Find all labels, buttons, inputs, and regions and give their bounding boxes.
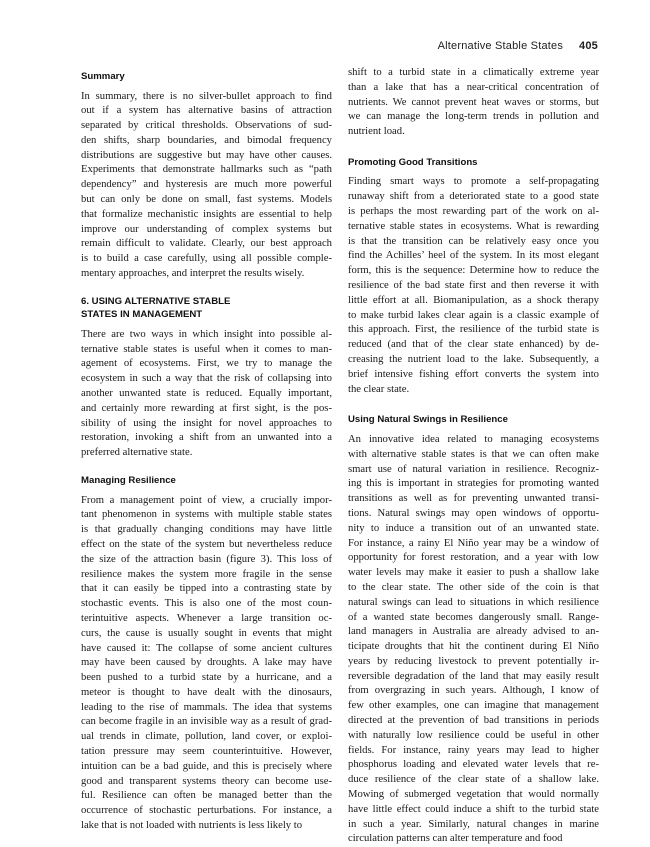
text-line: with alternative stable states is that we can often make xyxy=(348,448,599,460)
right-column xyxy=(348,66,599,847)
text-line: nutrient load. xyxy=(348,126,405,138)
managing-resilience-paragraph xyxy=(81,494,332,834)
text-line: may have been caused by droughts. A lake may have xyxy=(81,657,332,669)
text-line: ful. Resilience can often be managed better than the xyxy=(81,790,332,802)
text-line: There are two ways in which insight into possible al- xyxy=(81,328,332,340)
text-line: little effort at all. Biomanipulation, as a shock therapy xyxy=(348,294,599,306)
promoting-transitions-paragraph xyxy=(348,175,599,397)
text-line: reversible degradation of the land that may easily result xyxy=(348,670,599,682)
text-line: preferred alternative state. xyxy=(81,447,193,459)
text-line: good and transparent systems theory can become use- xyxy=(81,775,332,787)
summary-heading: Summary xyxy=(81,71,125,82)
text-line: separated by critical thresholds. Observations of sud- xyxy=(81,120,332,132)
text-line: years by reducing livestock to prevent potentially ir- xyxy=(348,655,599,667)
text-line: to make turbid lakes clear again is a classic example of xyxy=(348,309,599,321)
text-line: nity to induce a transition out of an unwanted state. xyxy=(348,522,599,534)
text-line: shift to a turbid state in a climatically extreme year xyxy=(348,67,599,78)
text-line: out if a system has alternative basins of attraction xyxy=(81,105,332,117)
text-line: another unwanted state is reduced. Equally important, xyxy=(81,388,332,400)
natural-swings-heading: Using Natural Swings in Resilience xyxy=(348,414,508,426)
text-line: tions. Natural swings may open windows of opportu- xyxy=(348,507,599,519)
text-line: this approach. First, the resilience of the turbid state is xyxy=(348,324,599,336)
text-line: the size of the attraction basin (figure 3). This loss of xyxy=(81,553,332,565)
text-line: mentary approaches, and interpret the results wisely. xyxy=(81,268,305,280)
text-line: stochastic events. This is also one of the most coun- xyxy=(81,598,332,610)
text-line: ecosystem in such a way that the risk of collapsing into xyxy=(81,373,332,385)
left-column xyxy=(81,70,332,834)
text-line: dependency” and hysteresis are much more powerful xyxy=(81,179,332,191)
text-line: ternative stable states in ecosystems. What is rewarding xyxy=(348,220,599,232)
section-heading xyxy=(81,295,332,322)
text-line: sibility of using the insight for novel approaches to xyxy=(81,417,332,429)
text-line: intuition can be a bad guide, and this is precisely where xyxy=(81,760,332,772)
text-line: remain difficult to validate. Clearly, our best approach xyxy=(81,238,332,250)
text-line: have caused it: The collapse of some ancient cultures xyxy=(81,642,332,654)
text-line: circulation patterns can alter temperature and food xyxy=(348,833,563,845)
text-line: lake that is not loaded with nutrients is less likely to xyxy=(81,820,303,832)
managing-resilience-heading: Managing Resilience xyxy=(81,475,176,487)
text-line: For instance, a rainy El Niño year may be a window of xyxy=(348,537,599,549)
text-line: transitions as well as for preventing unwanted transi- xyxy=(348,493,599,505)
text-line: leading to the rise of mammals. The idea that systems xyxy=(81,701,332,713)
text-line: Finding smart ways to promote a self-propagating xyxy=(348,176,599,188)
text-line: meteor is thought to have dealt with the dinosaurs, xyxy=(81,686,332,698)
text-line: phosphorus loading and elevated water levels that re- xyxy=(348,759,599,771)
running-title: Alternative Stable States xyxy=(437,40,564,52)
text-line: ual trends in climate, pollution, land cover, or exploi- xyxy=(81,731,332,743)
text-line: distributions are suggestive but may have other causes. xyxy=(81,149,332,161)
text-line: with naturally low resilience could be useful in other xyxy=(348,729,599,741)
text-line: that formalize mechanistic insights are essential to help xyxy=(81,208,332,220)
text-line: In summary, there is no silver-bullet approach to find xyxy=(81,90,332,102)
text-line: is perhaps the most rewarding part of the work on al- xyxy=(348,206,599,218)
natural-swings-paragraph xyxy=(348,433,599,847)
text-line: runaway shift from a deteriorated state to a good state xyxy=(348,191,599,203)
text-line: restoration, invoking a shift from an unwanted into a xyxy=(81,432,332,444)
text-line: curs, the cause is usually sought in events that might xyxy=(81,627,332,639)
text-line: ternative stable states is useful when it comes to man- xyxy=(81,343,332,355)
text-line: is to build a case carefully, using all possible comple- xyxy=(81,253,332,265)
text-line: of a wanted state becomes dangerously small. Range- xyxy=(348,611,599,623)
text-line: effect on the state of the system but nevertheless reduce xyxy=(81,538,332,550)
text-line: resilience makes the system more fragile in the sense xyxy=(81,568,332,580)
text-line: few other examples, one can imagine that management xyxy=(348,700,599,712)
text-line: land managers in Australia are already advised to an- xyxy=(348,626,599,638)
text-line: opportunity for forest restoration, and a year with low xyxy=(348,552,599,564)
text-line: can become fragile in an invisible way as a result of grad- xyxy=(81,716,332,728)
text-line: we can manage the long-term trends in pollution and xyxy=(348,111,599,123)
text-line: to the clear state. The other side of the coin is that xyxy=(348,581,599,593)
text-line: but can only be done on small, fast systems. Models xyxy=(81,194,332,206)
text-line: natural swings can lead to situations in which resilience xyxy=(348,596,599,608)
section-heading-line-2: STATES IN MANAGEMENT xyxy=(81,309,203,321)
text-line: nutrients. We cannot prevent heat waves or storms, but xyxy=(348,96,599,108)
text-line: resilience of the bad state first and then reverse it with xyxy=(348,280,599,292)
text-line: from overgrazing in such years. Although, I know of xyxy=(348,685,599,697)
text-line: have little effect could induce a shift to the turbid state xyxy=(348,803,599,815)
summary-paragraph xyxy=(81,90,332,282)
text-line: in such a year. Similarly, natural changes in marine xyxy=(348,818,599,830)
text-line: is that gradually changing conditions may have little xyxy=(81,524,332,536)
promoting-transitions-heading: Promoting Good Transitions xyxy=(348,156,478,168)
text-line: duce resilience of the clear state of a shallow lake. xyxy=(348,774,599,786)
text-line: improve our understanding of complex systems but xyxy=(81,223,332,235)
text-line: fields. For instance, rainy years may lead to higher xyxy=(348,744,599,756)
section-heading-line-1: 6. USING ALTERNATIVE STABLE xyxy=(81,295,231,307)
text-line: An innovative idea related to managing ecosystems xyxy=(348,433,599,445)
running-header xyxy=(438,40,598,52)
continuation-paragraph xyxy=(348,66,599,140)
text-line: been pushed to a turbid state by a hurricane, and a xyxy=(81,672,332,684)
text-line: than a lake that has a near-critical concentration of xyxy=(348,81,599,93)
text-line: agement of ecosystems. First, we try to manage the xyxy=(81,358,332,370)
text-line: ticipate droughts that hit the continent during El Niño xyxy=(348,641,599,653)
text-line: directed at the prevention of bad transitions in periods xyxy=(348,715,599,727)
text-line: find the Achilles’ heel of the system. In its most elegant xyxy=(348,250,599,262)
text-line: brief intensive fishing effort converts the system into xyxy=(348,368,599,380)
text-line: is that the transition can be relatively easy once you xyxy=(348,235,599,247)
text-line: tant phenomenon in systems with multiple stable states xyxy=(81,509,332,521)
text-line: Mowing of submerged vegetation that would normally xyxy=(348,789,599,801)
text-line: that it can easily be tipped into a contrasting state by xyxy=(81,583,332,595)
text-line: creasing the nutrient load to the lake. Subsequently, a xyxy=(348,354,599,366)
section-intro-paragraph xyxy=(81,328,332,461)
text-line: tation pressure may seem counterintuitive. However, xyxy=(81,746,332,758)
text-line: water levels may make it easier to push a shallow lake xyxy=(348,567,599,579)
text-line: form, this is the sequence: Determine how to reduce the xyxy=(348,265,599,277)
text-line: and certainly more rewarding at first sight, is the pos- xyxy=(81,402,332,414)
page-number: 405 xyxy=(579,40,598,52)
text-line: terintuitive aspects. Whenever a large transition oc- xyxy=(81,612,332,624)
text-line: From a management point of view, a crucially impor- xyxy=(81,494,332,506)
text-line: Experiments that demonstrate hallmarks such as “path xyxy=(81,164,332,176)
text-line: reduced (and that of the clear state enhanced) by de- xyxy=(348,339,599,351)
text-line: the clear state. xyxy=(348,383,410,395)
text-line: den shifts, sharp boundaries, and bimodal frequency xyxy=(81,134,332,146)
text-line: smart use of natural variation in resilience. Recogniz- xyxy=(348,463,599,475)
text-line: ing this is important in strategies for promoting wanted xyxy=(348,478,599,490)
text-line: occurrence of stochastic perturbations. For instance, a xyxy=(81,805,332,817)
